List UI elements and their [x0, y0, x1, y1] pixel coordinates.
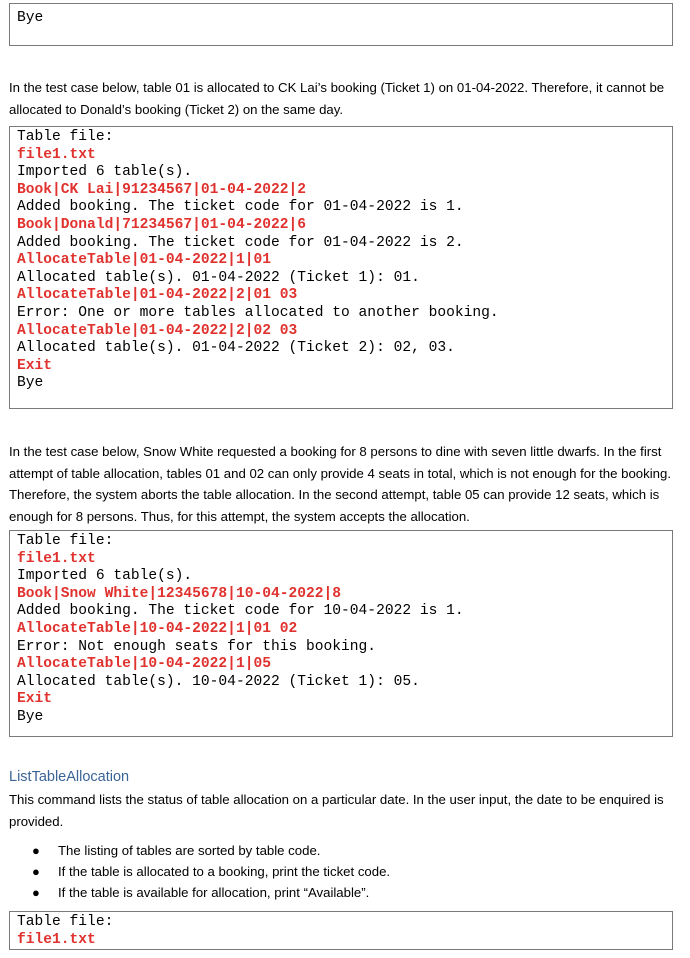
console-input-line: Book|Donald|71234567|01-04-2022|6: [17, 216, 307, 233]
console-input-line: file1.txt: [17, 550, 96, 567]
console-output-line: Added booking. The ticket code for 10-04-2022 is 1.: [17, 603, 464, 620]
console-input-line: Book|CK Lai|91234567|01-04-2022|2: [17, 181, 307, 198]
console-output-line: Table file:: [17, 129, 114, 145]
console-input-line: AllocateTable|10-04-2022|1|05: [17, 656, 271, 673]
list-item-text: The listing of tables are sorted by table code.: [58, 843, 321, 858]
paragraph-test-case-2: In the test case below, Snow White requested a booking for 8 persons to dine with seven little dwarfs. In the first attempt of table allocation, tables 01 and 02 can only provide 4 seats in total, which is not enough for the booking. Therefore, the system aborts the table allocation. In the second attempt, table 05 can provide 12 seats, which is enough for 8 persons. Thus, for this attempt, the system accepts the allocation.: [9, 444, 672, 524]
console-input-line: Exit: [17, 357, 53, 374]
console-output-line: Error: One or more tables allocated to another booking.: [17, 304, 499, 321]
bullet-icon: ●: [32, 864, 40, 879]
console-output-line: Bye: [17, 708, 44, 725]
console-output-line: Added booking. The ticket code for 01-04-2022 is 1.: [17, 199, 464, 216]
console-output-line: Added booking. The ticket code for 01-04-2022 is 2.: [17, 234, 464, 251]
list-item: [9, 840, 669, 861]
console-input-line: AllocateTable|01-04-2022|1|01: [17, 252, 271, 269]
code-box-1: [9, 3, 673, 46]
console-output-line: Imported 6 table(s).: [17, 164, 193, 181]
list-item: [9, 861, 669, 882]
section-heading: ListTableAllocation: [9, 769, 130, 785]
list-item-text: If the table is available for allocation, print “Available”.: [58, 885, 370, 900]
console-input-line: AllocateTable|01-04-2022|2|01 03: [17, 287, 298, 304]
console-output-line: Table file:: [17, 533, 114, 549]
bullet-icon: ●: [32, 885, 40, 900]
bullet-icon: ●: [32, 843, 40, 858]
console-output-line: Imported 6 table(s).: [17, 568, 193, 585]
list-item: [9, 882, 669, 903]
console-input-line: Book|Snow White|12345678|10-04-2022|8: [17, 585, 342, 602]
list-item-text: If the table is allocated to a booking, print the ticket code.: [58, 864, 391, 879]
paragraph-test-case-1: In the test case below, table 01 is allocated to CK Lai’s booking (Ticket 1) on 01-04-2022. Therefore, it cannot be allocated to Donald’s booking (Ticket 2) on the same day.: [9, 80, 665, 117]
console-input-line: Exit: [17, 691, 53, 708]
console-output-line: Error: Not enough seats for this booking.: [17, 638, 377, 655]
console-output-line: Allocated table(s). 10-04-2022 (Ticket 1): 05.: [17, 673, 420, 690]
code-box-3: [9, 530, 673, 737]
console-output-line: Bye: [17, 375, 44, 392]
console-output-line: Bye: [17, 10, 44, 26]
console-input-line: file1.txt: [17, 931, 96, 948]
code-box-4: [9, 911, 673, 950]
console-input-line: AllocateTable|10-04-2022|1|01 02: [17, 620, 298, 637]
console-input-line: AllocateTable|01-04-2022|2|02 03: [17, 322, 298, 339]
console-output-line: Allocated table(s). 01-04-2022 (Ticket 2): 02, 03.: [17, 340, 455, 357]
bullet-list: [9, 840, 669, 903]
code-box-2: [9, 126, 673, 409]
console-output-line: Allocated table(s). 01-04-2022 (Ticket 1): 01.: [17, 269, 420, 286]
console-input-line: file1.txt: [17, 146, 96, 163]
paragraph-description: This command lists the status of table allocation on a particular date. In the user input, the date to be enquired is provided.: [9, 792, 664, 829]
console-output-line: Table file:: [17, 914, 114, 930]
